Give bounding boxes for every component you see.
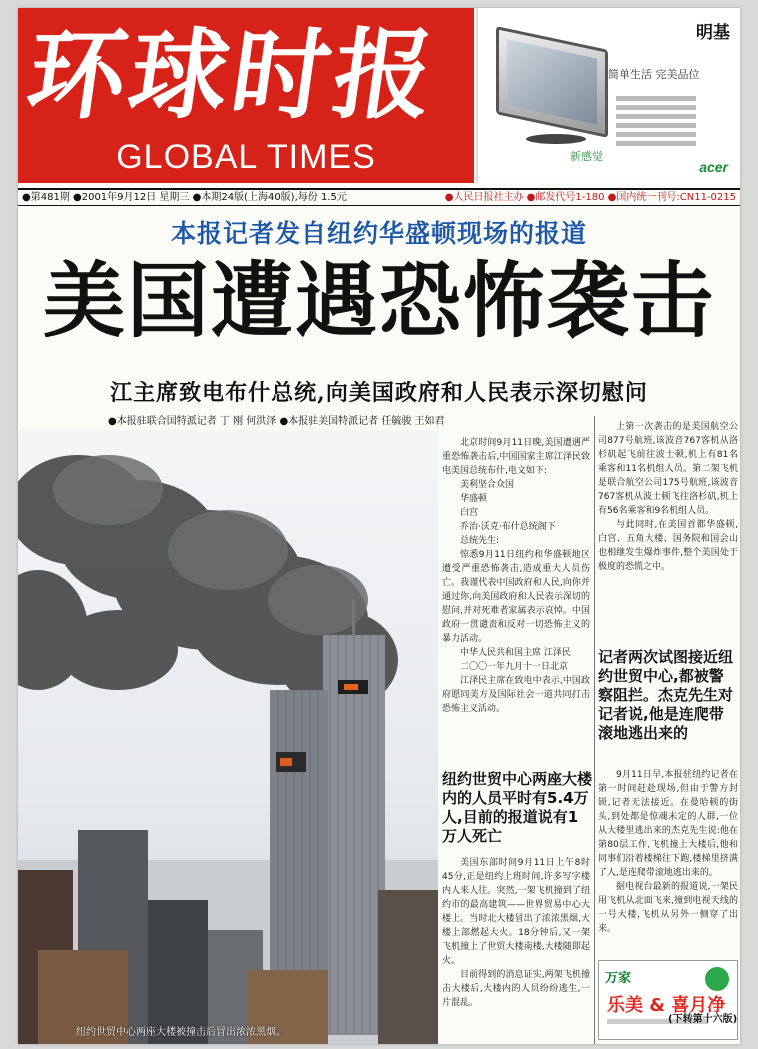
masthead — [18, 8, 474, 183]
masthead-title-cn: 环球时报 — [19, 18, 445, 133]
article-paragraph: 白宫 — [460, 508, 479, 518]
twin-towers-smoke-illustration — [18, 430, 438, 1044]
continued-note: (下转第十六版) — [668, 1014, 738, 1025]
article-paragraph: 二〇〇一年九月十一日北京 — [460, 662, 569, 672]
photo-caption: 纽约世贸中心两座大楼被撞击后冒出浓浓黑烟。 — [76, 1027, 286, 1038]
article-column-casualties — [442, 856, 590, 1044]
article-paragraph: 美国东部时间9月11日上午8时45分,正是纽约上班时间,许多写字楼内人来人往。突然,一架飞机撞到了纽约市的最高建筑——世界贸易中心大楼上。当时北大楼冒出了浓浓黑烟,大楼上部燃起大火。18分钟后,又一架飞机撞上了世贸大楼南楼,大楼随即起火。 — [442, 858, 590, 966]
byline: ●本报驻联合国特派记者 丁 刚 何洪泽 ●本报驻美国特派记者 任毓骏 王如君 — [108, 416, 445, 427]
issue-info-left: ●第481期 ●2001年9月12日 星期三 ●本期24版(上海40版),每份 1.5元 — [22, 192, 347, 203]
section-heading-casualties: 纽约世贸中心两座大楼内的人员平时有5.4万人,目前的报道说有1万人死亡 — [442, 770, 593, 845]
article-paragraph: 惊悉9月11日纽约和华盛顿地区遭受严重恐怖袭击,造成重大人员伤亡。我谨代表中国政府和人民,向你并通过你,向美国政府和人民表示深切的慰问,并对死难者家属表示哀悼。中国政府一贯谴责和反对一切恐怖主义的暴力活动。 — [442, 550, 590, 644]
article-paragraph: 江泽民主席在致电中表示,中国政府愿同美方及国际社会一道共同打击恐怖主义活动。 — [442, 676, 590, 714]
ad-bottom-brand: 万家 — [605, 971, 632, 986]
ad-spec-lines — [616, 96, 696, 150]
issue-info-right: ●人民日报社主办 ●邮发代号1-180 ●国内统一刊号:CN11-0215 — [444, 192, 736, 203]
article-paragraph: 与此同时,在美国首都华盛顿,白宫、五角大楼、国务院和国会山也相继发生爆炸事件,整个美国处于极度的恐慌之中。 — [598, 520, 738, 572]
news-photo — [18, 430, 438, 1044]
article-paragraph: 上第一次袭击的是美国航空公司877号航班,该波音767客机从洛杉矶起飞前往波士顿,机上有81名乘客和11名机组人员。第二架飞机是联合航空公司175号航班,该波音767客机从波士顿飞往洛杉矶,机上有56名乘客和9名机组人员。 — [598, 422, 738, 516]
ad-subtext: 新感觉 — [570, 150, 603, 163]
issue-info-bar — [18, 188, 740, 206]
article-paragraph: 目前得到的消息证实,两架飞机撞击大楼后,大楼内的人员纷纷逃生,一片混乱。 — [442, 970, 590, 1008]
column-rule — [594, 416, 595, 1044]
top-advertisement[interactable] — [476, 8, 740, 183]
article-paragraph: 中华人民共和国主席 江泽民 — [460, 648, 571, 658]
article-paragraph: 美利坚合众国 — [460, 480, 515, 490]
newspaper-page — [18, 8, 740, 1044]
article-column-flights — [598, 420, 738, 650]
badge-icon — [705, 967, 729, 991]
article-paragraph: 乔治·沃克·布什总统阁下 — [460, 522, 556, 532]
article-paragraph: 总统先生: — [460, 536, 500, 546]
section-heading-reporter: 记者两次试图接近纽约世贸中心,都被警察阻拦。杰克先生对记者说,他是连爬带滚地逃出来的 — [598, 648, 734, 742]
main-headline: 美国遭遇恐怖袭击 — [42, 254, 715, 349]
ad-brand-name: 明基 — [696, 23, 730, 43]
article-paragraph: 据电视台最新的报道说,一架民用飞机从北面飞来,撞到电视天线的一号大楼,飞机从另外一侧穿了出来。 — [598, 882, 738, 934]
kicker-headline: 本报记者发自纽约华盛顿现场的报道 — [170, 219, 587, 248]
monitor-stand-icon — [526, 134, 586, 144]
bottom-advertisement[interactable] — [598, 960, 738, 1040]
acer-logo: acer — [699, 159, 728, 175]
article-paragraph: 华盛顿 — [460, 494, 488, 504]
monitor-icon — [496, 26, 608, 138]
article-paragraph: 北京时间9月11日晚,美国遭遇严重恐怖袭击后,中国国家主席江泽民致电美国总统布什,电文如下: — [442, 438, 590, 476]
sub-headline: 江主席致电布什总统,向美国政府和人民表示深切慰问 — [110, 380, 648, 406]
ad-bottom-slogan: 乐美 & 喜月净 — [607, 995, 726, 1016]
article-paragraph: 9月11日早,本报驻纽约记者在第一时间赶赴现场,但由于警方封锁,记者无法接近。在曼哈顿的街头,到处都是惊魂未定的人群,一位从大楼里逃出来的杰克先生说:他在第80层工作,飞机撞上大楼后,他和同事们沿着楼梯往下跑,楼梯里挤满了人,是连爬带滚地逃出来的。 — [598, 770, 738, 878]
masthead-title-en: GLOBAL TIMES — [116, 138, 376, 176]
ad-slogan: 简单生活 完美品位 — [608, 68, 700, 81]
